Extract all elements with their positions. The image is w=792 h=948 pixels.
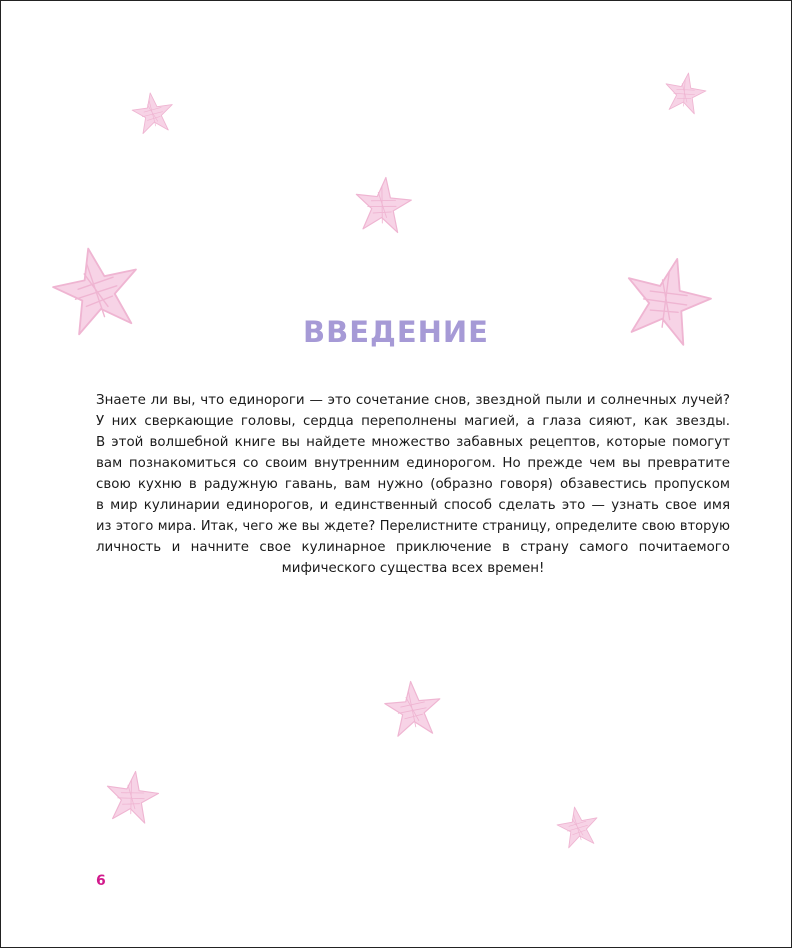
text-line: вам познакомиться со своим внутренним единорогом. Но прежде чем вы превратите xyxy=(96,456,730,471)
text-line: личность и начните свое кулинарное приключение в страну самого почитаемого xyxy=(96,540,730,555)
text-line: из этого мира. Итак, чего же вы ждете? Перелистните страницу, определите свою вторую xyxy=(96,519,730,534)
text-line: в мир кулинарии единорогов, и единственный способ сделать это — узнать свое имя xyxy=(96,498,730,513)
star-icon xyxy=(128,88,178,138)
text-line: Знаете ли вы, что единороги — это сочетание снов, звездной пыли и солнечных лучей? xyxy=(96,393,730,408)
star-icon xyxy=(350,172,416,238)
star-icon xyxy=(380,676,445,741)
text-line: мифического существа всех времен! xyxy=(281,561,545,576)
page-title: ВВЕДЕНИЕ xyxy=(302,315,489,349)
intro-text xyxy=(96,390,730,579)
page-number: 6 xyxy=(96,873,106,889)
star-icon xyxy=(100,765,163,828)
star-icon xyxy=(660,68,711,119)
text-line: В этой волшебной книге вы найдете множество забавных рецептов, которые помогут xyxy=(96,435,730,450)
star-icon xyxy=(553,802,604,853)
text-line: У них сверкающие головы, сердца переполнены магией, а глаза сияют, как звезды. xyxy=(96,414,730,429)
text-line: свою кухню в радужную гавань, вам нужно (образно говоря) обзавестись пропуском xyxy=(96,477,730,492)
